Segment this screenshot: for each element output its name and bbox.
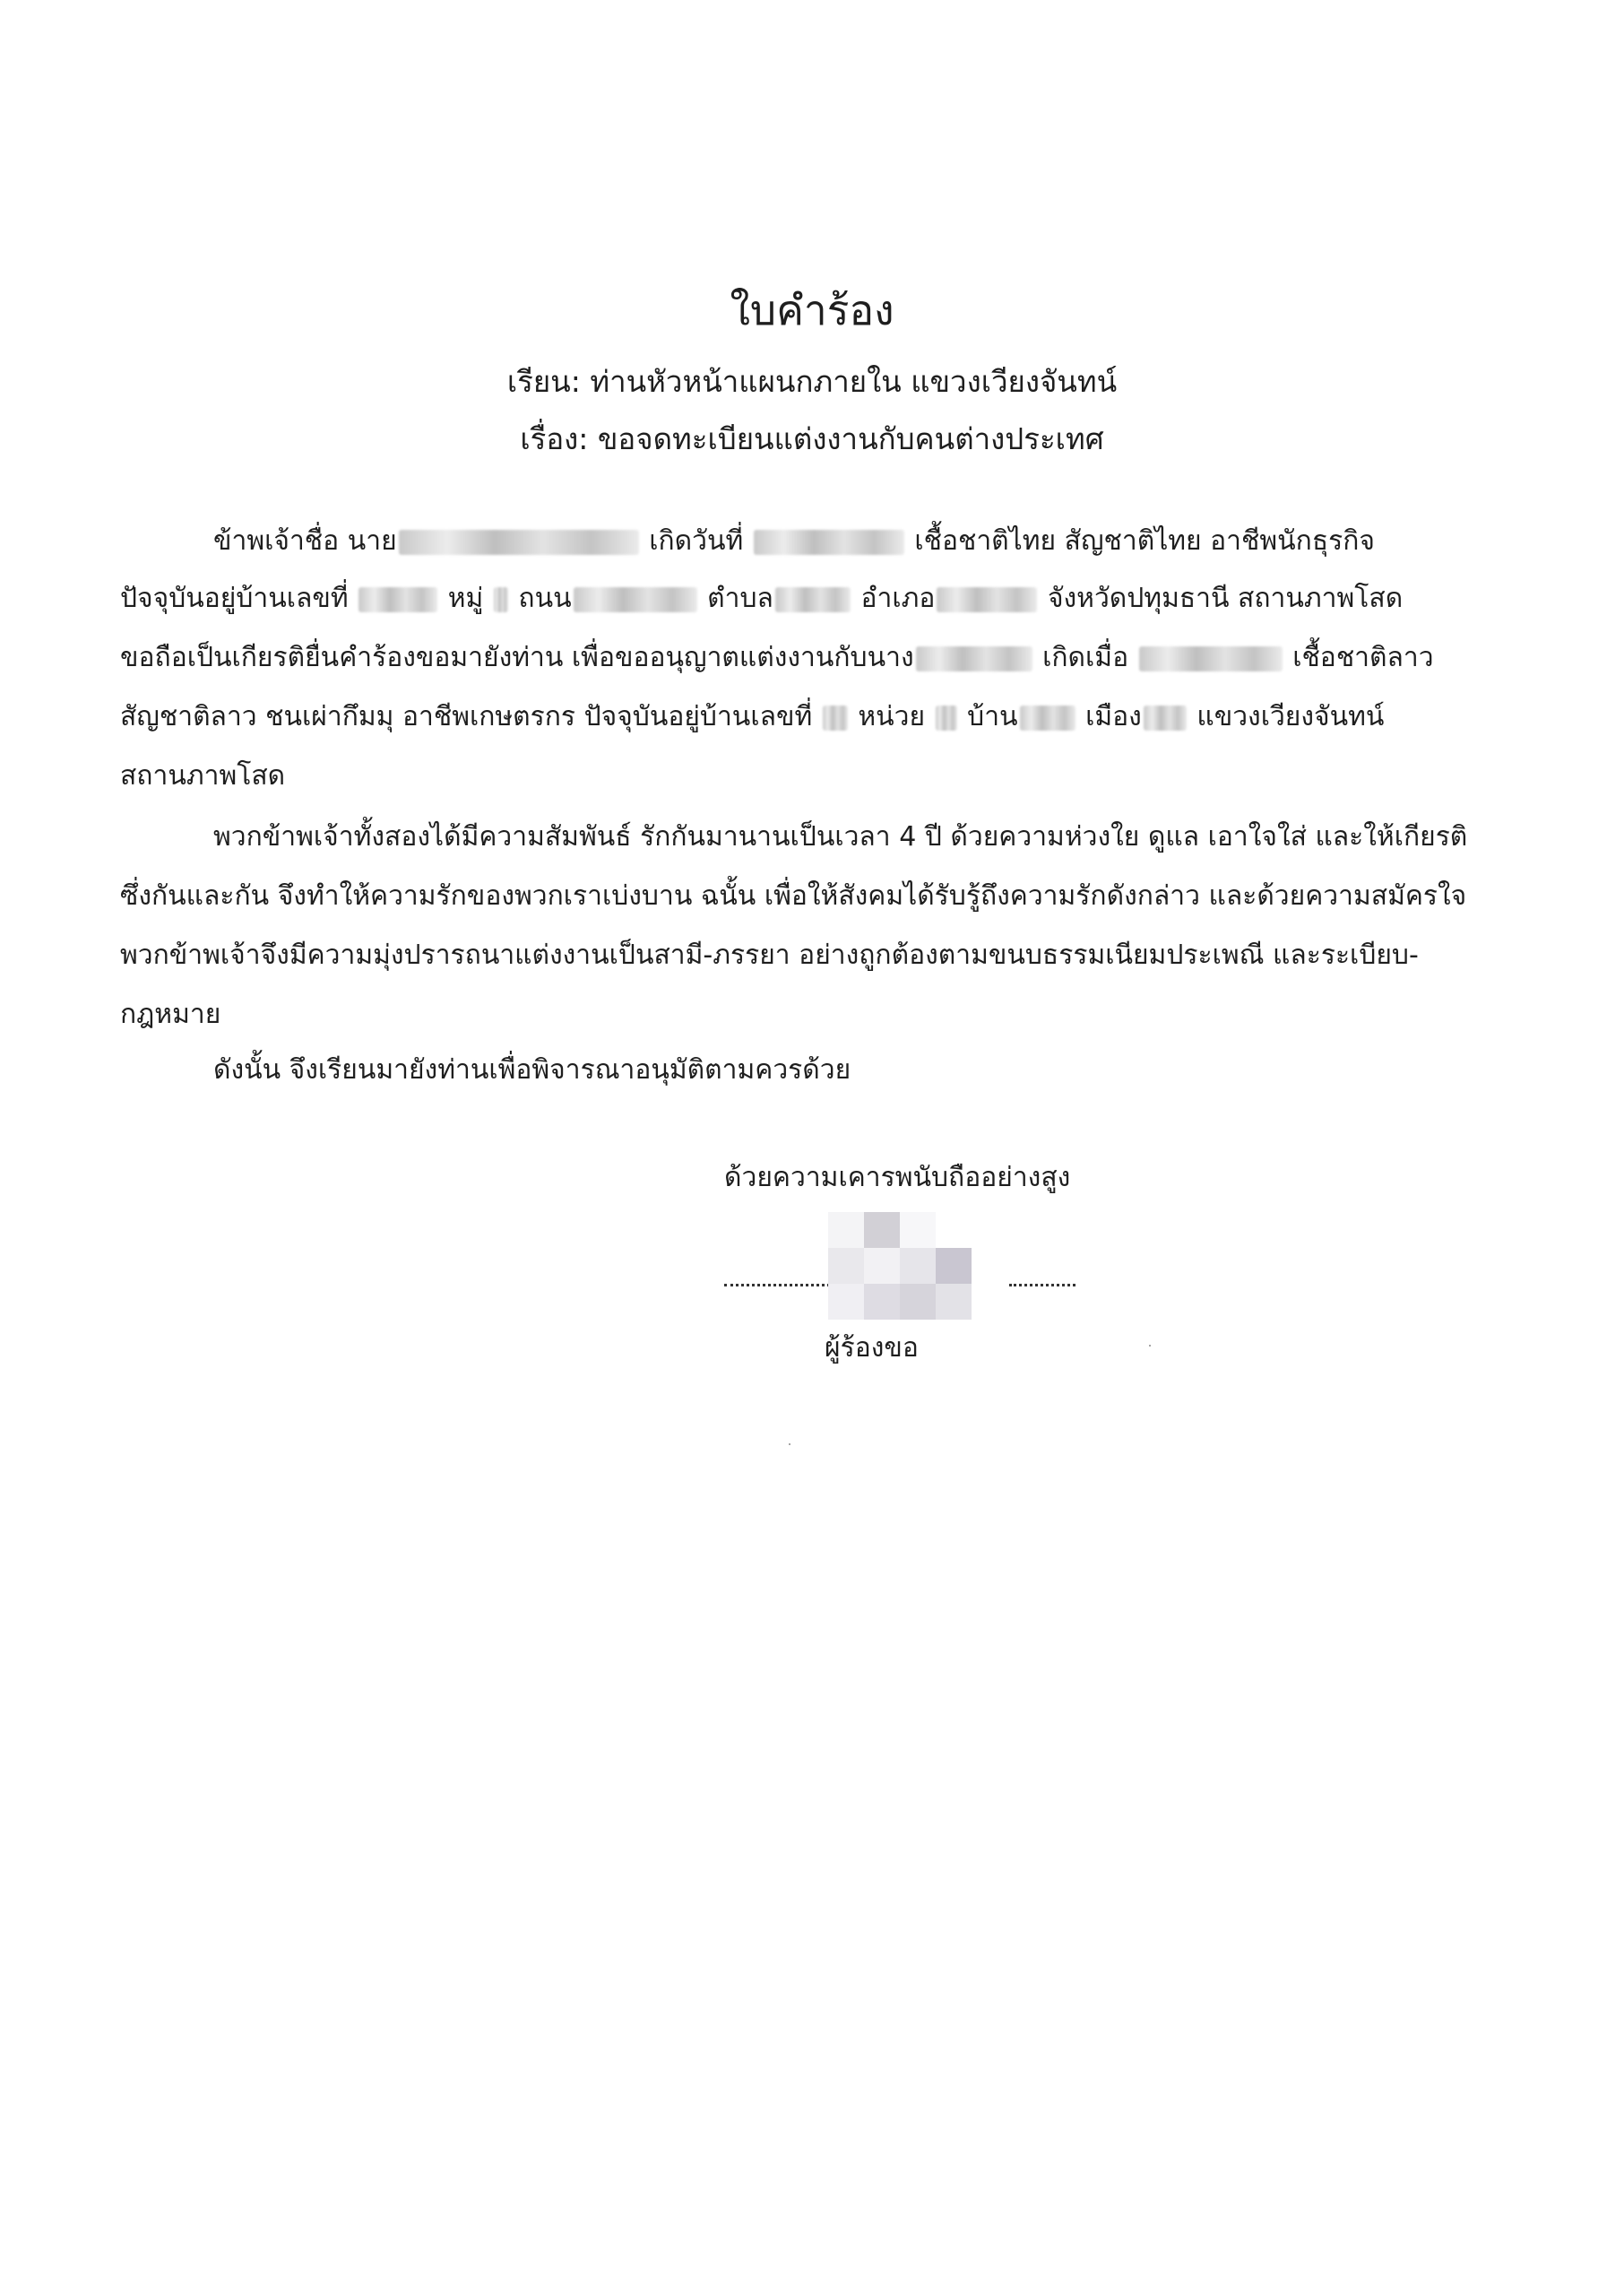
redacted-birthdate — [754, 530, 904, 555]
addressee-line: เรียน: ท่านหัวหน้าแผนกภายใน แขวงเวียงจันทน์ — [506, 364, 1118, 399]
paragraph-1-line-3 — [120, 638, 1434, 678]
paragraph-2-line-2: ซึ่งกันและกัน จึงทำให้ความรักของพวกเราเบ่งบาน ฉนั้น เพื่อให้สังคมได้รับรู้ถึงความรักดังกล่าว และด้วยความสมัครใจ — [120, 880, 1467, 912]
redacted-town — [1144, 706, 1187, 731]
text-segment: เกิดเมื่อ — [1042, 642, 1129, 673]
paragraph-2-line-3: พวกข้าพเจ้าจึงมีความมุ่งปรารถนาแต่งงานเป็นสามี-ภรรยา อย่างถูกต้องตามขนบธรรมเนียมประเพณี และระเบียบ- — [120, 940, 1419, 971]
scan-speck — [1149, 1345, 1151, 1347]
redacted-village-number — [494, 587, 508, 612]
redacted-village — [1020, 706, 1075, 731]
document-title: ใบคำร้อง — [730, 286, 894, 334]
redacted-district — [937, 587, 1037, 612]
redacted-bride-name — [916, 646, 1032, 671]
text-segment: ตำบล — [707, 583, 773, 614]
subject-line: เรื่อง: ขอจดทะเบียนแต่งงานกับคนต่างประเทศ — [520, 421, 1104, 456]
text-segment: หน่วย — [858, 701, 926, 732]
signature-line-left — [724, 1284, 830, 1286]
text-segment: บ้าน — [967, 701, 1018, 732]
redacted-signature — [828, 1212, 1007, 1334]
scan-speck — [789, 1443, 790, 1445]
paragraph-1-line-5: สถานภาพโสด — [120, 760, 286, 792]
text-segment: ขอถือเป็นเกียรติยื่นคำร้องขอมายังท่าน เพื่อขออนุญาตแต่งงานกับนาง — [120, 642, 914, 673]
paragraph-1-line-4 — [120, 697, 1384, 737]
redacted-subdistrict — [775, 587, 851, 612]
paragraph-2-line-4: กฎหมาย — [120, 999, 221, 1030]
closing-salutation: ด้วยความเคารพนับถืออย่างสูง — [724, 1162, 1071, 1193]
text-segment: แขวงเวียงจันทน์ — [1196, 701, 1385, 732]
text-segment: เชื้อชาติลาว — [1292, 642, 1434, 673]
text-segment: ถนน — [518, 583, 572, 614]
signature-line-right — [1009, 1284, 1075, 1286]
redacted-name — [399, 530, 639, 555]
text-segment: หมู่ — [447, 583, 484, 614]
text-segment: ปัจจุบันอยู่บ้านเลขที่ — [120, 583, 349, 614]
text-segment: ข้าพเจ้าชื่อ นาย — [213, 525, 397, 557]
signer-label: ผู้ร้องขอ — [825, 1332, 919, 1364]
text-segment: เกิดวันที่ — [649, 525, 744, 557]
redacted-unit-number — [936, 706, 957, 731]
text-segment: จังหวัดปทุมธานี สถานภาพโสด — [1047, 583, 1404, 614]
paragraph-1-line-2 — [120, 579, 1403, 619]
paragraph-1-line-1 — [213, 522, 1375, 561]
text-segment: เมือง — [1085, 701, 1142, 732]
paragraph-2-line-1: พวกข้าพเจ้าทั้งสองได้มีความสัมพันธ์ รักกันมานานเป็นเวลา 4 ปี ด้วยความห่วงใย ดูแล เอาใจใส่ และให้เกียรติ — [213, 821, 1468, 853]
redacted-road — [574, 587, 697, 612]
redacted-lao-house-number — [823, 706, 848, 731]
redacted-house-number — [358, 587, 437, 612]
redacted-bride-birthdate — [1139, 646, 1283, 671]
text-segment: เชื้อชาติไทย สัญชาติไทย อาชีพนักธุรกิจ — [914, 525, 1376, 557]
text-segment: อำเภอ — [860, 583, 936, 614]
paragraph-3: ดังนั้น จึงเรียนมายังท่านเพื่อพิจารณาอนุมัติตามควรด้วย — [213, 1054, 851, 1086]
text-segment: สัญชาติลาว ชนเผ่ากึมมุ อาชีพเกษตรกร ปัจจุบันอยู่บ้านเลขที่ — [120, 701, 813, 732]
